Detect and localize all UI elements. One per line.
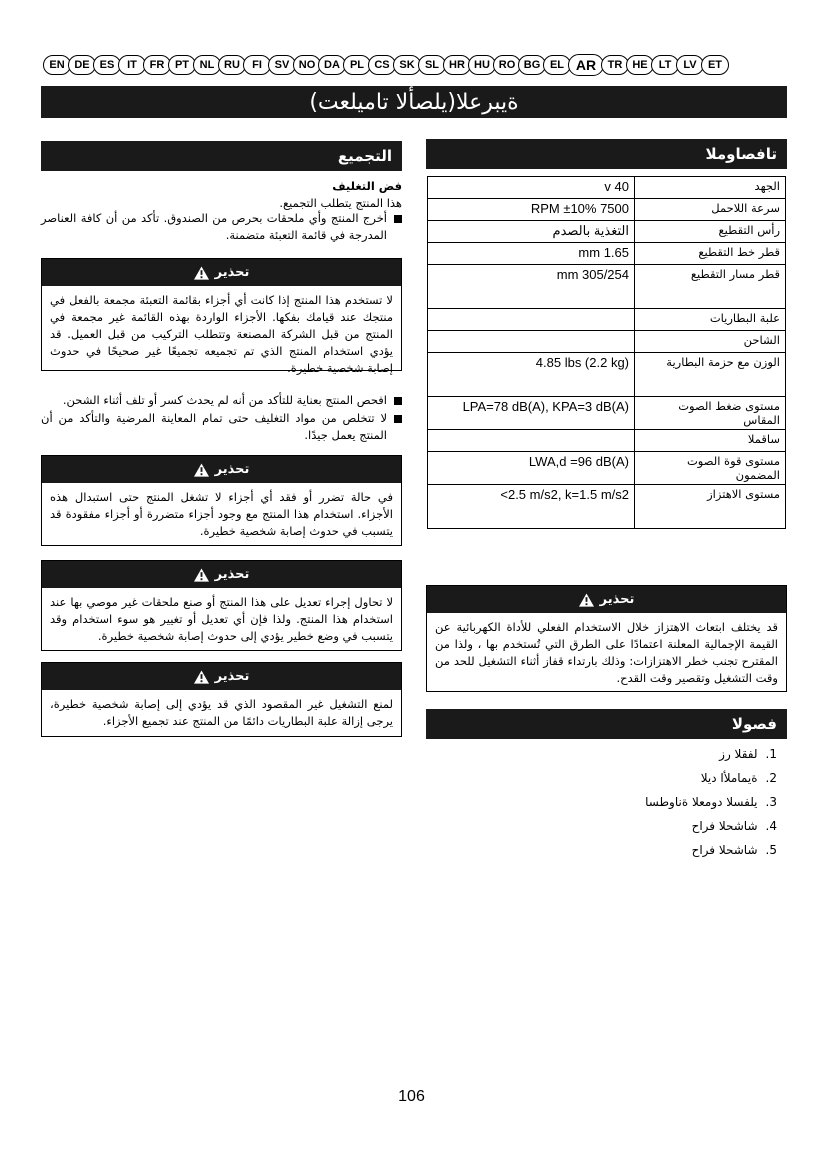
spec-row <box>428 199 786 221</box>
language-tab-hr[interactable]: HR <box>443 55 471 75</box>
page-number: 106 <box>398 1088 425 1105</box>
spec-value: LPA=78 dB(A), KPA=3 dB(A) <box>428 397 635 430</box>
feature-text: يلفسلا دومعلا ةناوطسا <box>645 795 758 809</box>
feature-text: لفقلا رز <box>719 747 758 761</box>
assembly-heading: التجميع <box>41 141 402 171</box>
spec-row <box>428 485 786 529</box>
language-tab-pt[interactable]: PT <box>168 55 196 75</box>
warning-box-3 <box>41 560 402 651</box>
language-tab-cs[interactable]: CS <box>368 55 396 75</box>
warning-triangle-icon <box>194 266 209 280</box>
language-tab-fr[interactable]: FR <box>143 55 171 75</box>
features-heading: فصولا <box>426 709 787 739</box>
warning-text-4: لمنع التشغيل غير المقصود الذي قد يؤدي إلى إصابة شخصية خطيرة، يرجى إزالة علبة البطاريات دائمًا من المنتج عند تجميع الأجزاء. <box>50 697 393 728</box>
warning-text-2: في حالة تضرر أو فقد أي أجزاء لا تشغل المنتج حتى استبدال هذه الأجزاء. استخدام هذا المنتج مع وجود أجزاء متضررة أو أجزاء مفقودة قد يتسبب في حدوث إصابة شخصية خطيرة. <box>50 490 393 538</box>
language-tab-tr[interactable]: TR <box>601 55 629 75</box>
spec-label: سرعة اللاحمل <box>635 199 786 221</box>
warning-header <box>42 561 401 588</box>
assembly-intro: هذا المنتج يتطلب التجميع. <box>279 196 402 210</box>
assembly-bullet-1: أخرج المنتج وأي ملحقات بحرص من الصندوق. تأكد من أن كافة العناصر المدرجة في قائمة التعبئة متضمنة. <box>41 211 387 242</box>
warning-triangle-icon <box>194 568 209 582</box>
warning-text-1: لا تستخدم هذا المنتج إذا كانت أي أجزاء بقائمة التعبئة مجمعة بالفعل في منتجك عند قيامك بفكها. الأجزاء الواردة بهذه القائمة غير مجمعة في المنتج من قبل الشركة المصنعة وتتطلب التركيب من قبل العميل. قد يؤدي استخدام المنتج الذي تم تجميعه تجميعًا غير صحيحًا في حدوث إصابة شخصية خطيرة. <box>50 293 393 375</box>
bullet-marker <box>394 415 402 423</box>
language-tab-nl[interactable]: NL <box>193 55 221 75</box>
warning-triangle-icon <box>194 670 209 684</box>
language-tab-el[interactable]: EL <box>543 55 571 75</box>
feature-number: 4. <box>765 819 777 833</box>
warning-triangle-icon <box>579 593 594 607</box>
spec-label: علبة البطاريات <box>635 309 786 331</box>
spec-label: الوزن مع حزمة البطارية <box>635 353 786 397</box>
warning-label: تحذير <box>214 567 250 582</box>
language-bar <box>43 55 783 77</box>
language-tab-de[interactable]: DE <box>68 55 96 75</box>
spec-value: v 40 <box>428 177 635 199</box>
feature-number: 3. <box>765 795 777 809</box>
feature-item <box>477 819 777 833</box>
language-tab-no[interactable]: NO <box>293 55 321 75</box>
language-tab-en[interactable]: EN <box>43 55 71 75</box>
spec-label: قطر خط التقطيع <box>635 243 786 265</box>
feature-number: 1. <box>765 747 777 761</box>
spec-label: مستوى الاهتزاز <box>635 485 786 529</box>
language-tab-bg[interactable]: BG <box>518 55 546 75</box>
spec-label: رأس التقطيع <box>635 221 786 243</box>
spec-value: mm 1.65 <box>428 243 635 265</box>
warning-header <box>42 663 401 690</box>
language-tab-lv[interactable]: LV <box>676 55 704 75</box>
feature-item <box>477 771 777 785</box>
language-tab-da[interactable]: DA <box>318 55 346 75</box>
spec-value: mm 305/254 <box>428 265 635 309</box>
feature-item <box>477 747 777 761</box>
unpack-heading: فض التغليف <box>332 179 402 193</box>
spec-value <box>428 331 635 353</box>
spec-value: 4.85 lbs (2.2 kg) <box>428 353 635 397</box>
bullet-marker <box>394 215 402 223</box>
specs-heading: تافصاوملا <box>426 139 787 169</box>
language-tab-pl[interactable]: PL <box>343 55 371 75</box>
spec-value: RPM ±10% 7500 <box>428 199 635 221</box>
bullet-marker <box>394 397 402 405</box>
warning-header <box>427 586 786 613</box>
spec-value: LWA,d =96 dB(A) <box>428 452 635 485</box>
language-tab-he[interactable]: HE <box>626 55 654 75</box>
warning-label: تحذير <box>599 592 635 607</box>
spec-value: <2.5 m/s2, k=1.5 m/s2 <box>428 485 635 529</box>
feature-item <box>477 843 777 857</box>
spec-row <box>428 221 786 243</box>
spec-row <box>428 353 786 397</box>
spec-row <box>428 177 786 199</box>
spec-value <box>428 430 635 452</box>
spec-label: ساقملا <box>635 430 786 452</box>
vibration-warning-box <box>426 585 787 692</box>
language-tab-et[interactable]: ET <box>701 55 729 75</box>
spec-row <box>428 309 786 331</box>
spec-label: مستوى ضغط الصوت المقاس <box>635 397 786 430</box>
language-tab-lt[interactable]: LT <box>651 55 679 75</box>
warning-text-3: لا تحاول إجراء تعديل على هذا المنتج أو صنع ملحقات غير موصي بها عند استخدام هذا المنتج. ولذا فإن أي تعديل أو تغيير هو سوء استخدام وقد يتسبب في وضع خطير يؤدي إلى حدوث إصابة شخصية خطيرة. <box>50 595 393 643</box>
spec-label: الجهد <box>635 177 786 199</box>
warning-header <box>42 456 401 483</box>
warning-label: تحذير <box>214 669 250 684</box>
feature-item <box>477 795 777 809</box>
warning-header <box>42 259 401 286</box>
assembly-bullet-2: افحص المنتج بعناية للتأكد من أنه لم يحدث كسر أو تلف أثناء الشحن. <box>62 393 387 407</box>
spec-label: مستوى قوة الصوت المضمون <box>635 452 786 485</box>
language-tab-sv[interactable]: SV <box>268 55 296 75</box>
warning-box-1 <box>41 258 402 375</box>
spec-value <box>428 309 635 331</box>
specs-table <box>427 176 786 529</box>
language-tab-hu[interactable]: HU <box>468 55 496 75</box>
spec-row <box>428 397 786 430</box>
feature-text: شاشحلا فراح <box>691 819 758 833</box>
spec-row <box>428 243 786 265</box>
language-tab-fi[interactable]: FI <box>243 55 271 75</box>
spec-row <box>428 265 786 309</box>
spec-label: قطر مسار التقطيع <box>635 265 786 309</box>
warning-box-2 <box>41 455 402 546</box>
language-tab-ru[interactable]: RU <box>218 55 246 75</box>
page-title: ةيبرعلا(يلصألا تاميلعت) <box>41 86 787 118</box>
feature-number: 5. <box>765 843 777 857</box>
warning-triangle-icon <box>194 463 209 477</box>
spec-row <box>428 430 786 452</box>
feature-text: شاشحلا فراح <box>691 843 758 857</box>
language-tab-ar[interactable]: AR <box>568 54 604 76</box>
warning-label: تحذير <box>214 265 250 280</box>
language-tab-sk[interactable]: SK <box>393 55 421 75</box>
assembly-bullet-3: لا تتخلص من مواد التغليف حتى تمام المعاينة المرضية والتأكد من أن المنتج يعمل جيدًا. <box>41 411 387 442</box>
language-tab-it[interactable]: IT <box>118 55 146 75</box>
vibration-warning-text: قد يختلف ابتعاث الاهتزاز خلال الاستخدام الفعلي للأداة الكهربائية عن القيمة الإجمالية المعلنة اعتمادًا على الطرق التي تُستخدم بها ، ولذا من المقترح تجنب خطر الاهتزازات: وذلك بارتداء قفاز أثناء التشغيل للحد من وقت التشغيل وتقصير وقت القدح. <box>435 620 778 685</box>
language-tab-es[interactable]: ES <box>93 55 121 75</box>
language-tab-sl[interactable]: SL <box>418 55 446 75</box>
feature-number: 2. <box>765 771 777 785</box>
warning-label: تحذير <box>214 462 250 477</box>
language-tab-ro[interactable]: RO <box>493 55 521 75</box>
spec-row <box>428 331 786 353</box>
spec-row <box>428 452 786 485</box>
warning-box-4 <box>41 662 402 737</box>
feature-text: ةيماملأا ديلا <box>700 771 758 785</box>
spec-value: التغذية بالصدم <box>428 221 635 243</box>
spec-label: الشاحن <box>635 331 786 353</box>
